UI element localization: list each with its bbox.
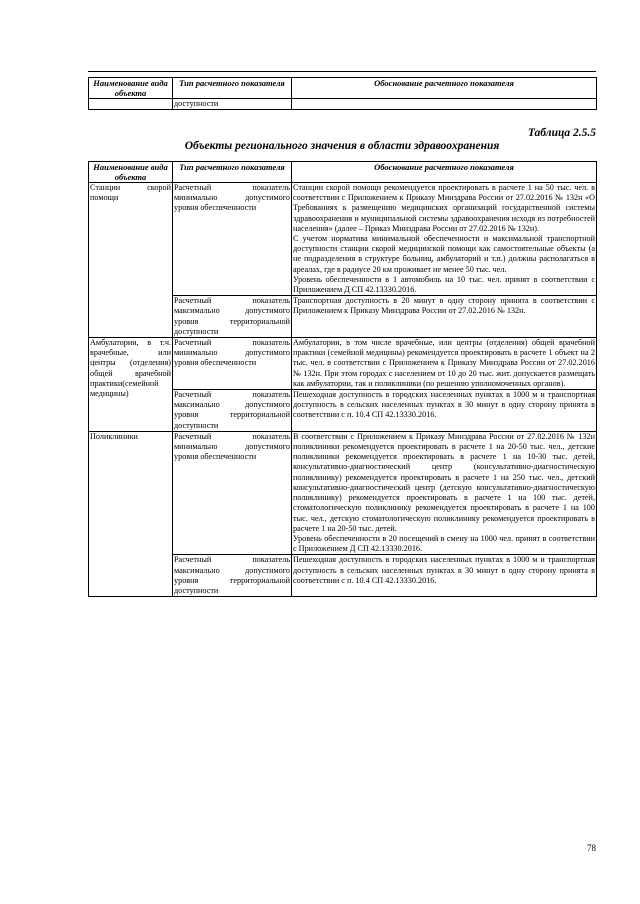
justification-cell (292, 183, 597, 296)
object-name-cell: Поликлиники (89, 431, 173, 596)
healthcare-objects-table (88, 161, 597, 597)
justification-cell (292, 390, 597, 432)
justification-paragraph: Амбулатории, в том числе врачебные, или центры (отделения) общей врачебной практики (семейной медицины) рекомендуется проектировать в расчете 1 объект на 2 тыс. чел. в соответствии с Приложением к Приказу Минздрава России от 27.02.2016 № 132н. При этом городах с населением от 10 до 20 тыс. жит. допускается размещать как амбулатории, так и поликлиники (по решению уполномоченных органов). (293, 338, 595, 388)
table-row (89, 338, 597, 390)
justification-paragraph: С учетом норматива минимальной обеспеченности и максимальной транспортной доступности станции скорой медицинской помощи как самостоятельные объекты (а не подразделения в структуре больниц, амбулаторий и т.п.) должны располагаться в ареалах, где в радиусе 20 км проживает не менее 50 тыс. чел. (293, 234, 595, 274)
header-type: Тип расчетного показателя (173, 162, 292, 183)
justification-paragraph: Пешеходная доступность в городских населенных пунктах в 1000 м и транспортная доступность в сельских населенных пунктах в 30 минут в одну сторону принята в соответствии с п. 10.4 СП 42.13330.2016. (293, 555, 595, 585)
justification-cell (292, 296, 597, 338)
table-title: Объекты регионального значения в области здравоохранения (184, 140, 500, 152)
prev-header-object: Наименование вида объекта (89, 78, 173, 99)
object-name-cell: Станции скорой помощи (89, 183, 173, 338)
justification-cell (292, 555, 597, 597)
previous-table-continuation (88, 77, 597, 110)
indicator-type-cell: Расчетный показатель минимально допустимого уровня обеспеченности (173, 338, 292, 390)
object-name-cell: Амбулатории, в т.ч. врачебные, или центры (отделения) общей врачебной практики(семейной медицины) (89, 338, 173, 432)
justification-paragraph: Пешеходная доступность в городских населенных пунктах в 1000 м и транспортная доступность в сельских населенных пунктах в 30 минут в одну сторону принята в соответствии с п. 10.4 СП 42.13330.2016. (293, 390, 595, 420)
justification-paragraph: Станции скорой помощи рекомендуется проектировать в расчете 1 на 50 тыс. чел. в соответствии с Приложением к Приказу Минздрава России от 27.02.2016 № 132н «О Требованиях к размещению медицинских организаций государственной системы здравоохранения и муниципальной системы здравоохранения исходя из потребностей населения» (далее – Приказ Минздрава России от 27.02.2016 № 132н). (293, 183, 595, 233)
justification-paragraph: Уровень обеспеченности в 20 посещений в смену на 1000 чел. принят в соответствии с Приложением Д СП 42.13330.2016. (293, 533, 595, 554)
table-number: Таблица 2.5.5 (527, 127, 596, 139)
justification-paragraph: Уровень обеспеченности в 1 автомобиль на 10 тыс. чел. принят в соответствии с Приложением Д СП 42.13330.2016. (293, 274, 595, 295)
justification-paragraph: В соответствии с Приложением к Приказу Минздрава России от 27.02.2016 № 132н поликлиники рекомендуется проектировать в расчете 1 на 20-50 тыс. чел., детские поликлиники рекомендуется проектировать в расчете 1 на 10-30 тыс. детей, консультативно-диагностический центр (консультативно-диагностическую поликлинику) рекомендуется проектировать в расчете 1 на 250 тыс. чел., детский консультативно-диагностический центр (детскую консультативно-диагностическую поликлинику) рекомендуется проектировать в расчете 1 на 100 тыс. детей, стоматологическую поликлинику рекомендуется проектировать в расчете 1 на 100 тыс. чел., детскую стоматологическую поликлинику рекомендуется проектировать в расчете 1 на 20-50 тыс. детей. (293, 431, 595, 533)
prev-cell-empty (89, 99, 173, 110)
header-rule (88, 71, 596, 72)
prev-header-justification: Обоснование расчетного показателя (292, 78, 597, 99)
indicator-type-cell: Расчетный показатель максимально допустимого уровня территориальной доступности (174, 390, 290, 430)
page-number: 78 (587, 843, 596, 853)
indicator-type-cell: Расчетный показатель максимально допустимого уровня территориальной доступности (174, 296, 290, 336)
header-object: Наименование вида объекта (89, 162, 173, 183)
table-row (89, 183, 597, 296)
prev-header-type: Тип расчетного показателя (173, 78, 292, 99)
indicator-type-cell: Расчетный показатель максимально допустимого уровня территориальной доступности (174, 555, 290, 595)
table-row (89, 431, 597, 554)
justification-cell (292, 338, 597, 390)
justification-paragraph: Транспортная доступность в 20 минут в одну сторону принята в соответствии с Приложением к Приказу Минздрава России от 27.02.2016 № 132н. (293, 296, 595, 316)
prev-cell-empty (292, 99, 597, 110)
justification-cell (292, 431, 597, 554)
header-justification: Обоснование расчетного показателя (292, 162, 597, 183)
prev-cell-type: доступности (173, 99, 292, 110)
indicator-type-cell: Расчетный показатель минимально допустимого уровня обеспеченности (173, 183, 292, 296)
indicator-type-cell: Расчетный показатель минимально допустимого уровня обеспеченности (173, 431, 292, 554)
